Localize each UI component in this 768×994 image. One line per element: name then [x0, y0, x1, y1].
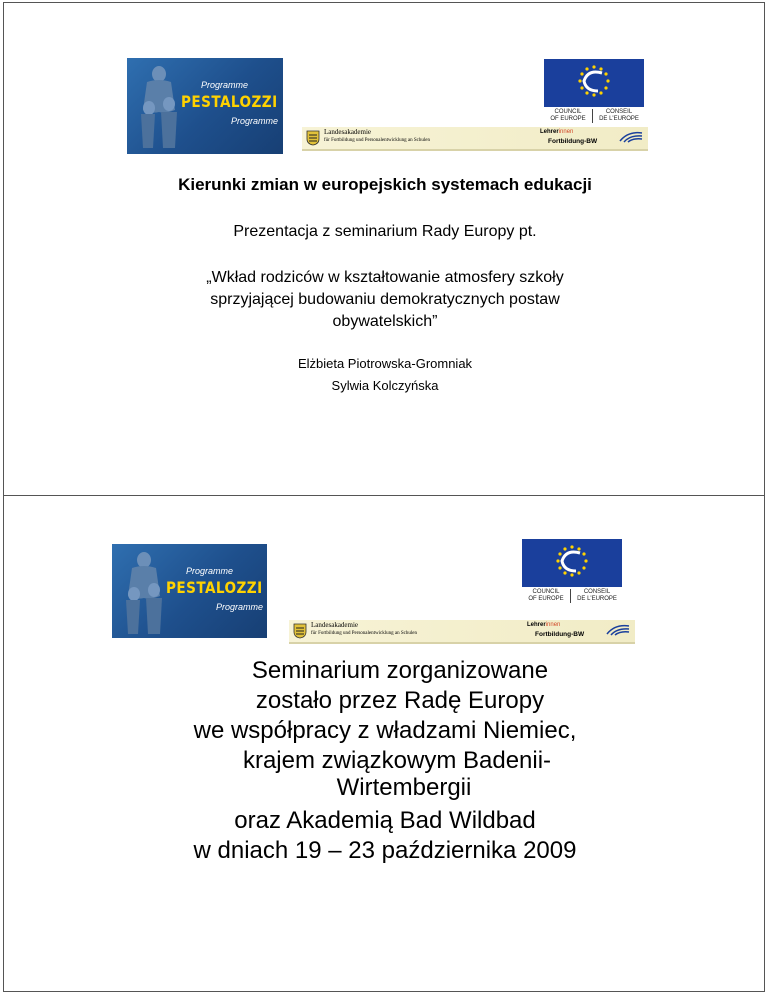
council-en-label: COUNCIL OF EUROPE: [528, 589, 564, 602]
crest-icon: [306, 130, 320, 146]
slide2-line: krajem związkowym Badenii-: [242, 747, 552, 774]
lehrer-label: Lehrerinnen: [540, 129, 574, 135]
programme-label-top: Programme: [201, 80, 249, 90]
swoosh-icon: [618, 131, 644, 143]
landesakademie-banner: [302, 127, 648, 151]
stars-ring-icon: [544, 59, 644, 107]
logo-divider: [592, 109, 593, 123]
slide2-line: Wirtembergii: [336, 774, 472, 801]
slide2-line: oraz Akademią Bad Wildbad: [234, 807, 536, 834]
swoosh-icon: [605, 624, 631, 636]
pestalozzi-name: PESTALOZZI: [166, 578, 263, 597]
academy-subtitle: für Fortbildung und Personalentwicklung an Schulen: [324, 138, 430, 143]
slide2-body: [4, 656, 766, 866]
council-fr-label: CONSEIL DE L'EUROPE: [577, 589, 617, 602]
lehrer-label: Lehrerinnen: [527, 622, 561, 628]
slide-1: [3, 2, 765, 496]
council-of-europe-logo: [544, 59, 644, 129]
slide2-line: w dniach 19 – 23 października 2009: [193, 837, 577, 864]
statue-icon: [120, 550, 170, 636]
statue-icon: [135, 64, 185, 150]
slide1-authors: [4, 353, 766, 397]
logo-divider: [570, 589, 571, 603]
crest-icon: [293, 623, 307, 639]
slide1-subtitle: Prezentacja z seminarium Rady Europy pt.: [233, 223, 537, 240]
slide2-line: we współpracy z władzami Niemiec,: [193, 717, 577, 744]
landesakademie-banner: [289, 620, 635, 644]
programme-label-bottom: Programme: [231, 116, 279, 126]
stars-ring-icon: [522, 539, 622, 587]
council-en-label: COUNCIL OF EUROPE: [550, 109, 586, 122]
slide-2: [3, 495, 765, 992]
fortbildung-label: Fortbildung-BW: [548, 138, 598, 145]
slide1-quote: „Wkład rodziców w kształtowanie atmosfery szkoły sprzyjającej budowaniu demokratycznych postaw obywatelskich”: [206, 269, 564, 330]
slide2-line: Seminarium zorganizowane: [251, 657, 549, 684]
author-name: Elżbieta Piotrowska-Gromniak: [297, 356, 473, 371]
slide1-title: Kierunki zmian w europejskich systemach edukacji: [178, 175, 592, 194]
author-name: Sylwia Kolczyńska: [331, 378, 439, 393]
slide2-line: zostało przez Radę Europy: [255, 687, 545, 714]
council-flag: [522, 539, 622, 587]
council-flag: [544, 59, 644, 107]
pestalozzi-logo: [112, 544, 267, 638]
fortbildung-label: Fortbildung-BW: [535, 631, 585, 638]
academy-subtitle: für Fortbildung und Personalentwicklung an Schulen: [311, 631, 417, 636]
council-fr-label: CONSEIL DE L'EUROPE: [599, 109, 639, 122]
council-of-europe-logo: [522, 539, 622, 609]
programme-label-bottom: Programme: [216, 602, 264, 612]
academy-name: Landesakademie: [324, 128, 372, 136]
pestalozzi-logo: [127, 58, 283, 154]
pestalozzi-name: PESTALOZZI: [181, 92, 278, 111]
programme-label-top: Programme: [186, 566, 234, 576]
academy-name: Landesakademie: [311, 621, 359, 629]
